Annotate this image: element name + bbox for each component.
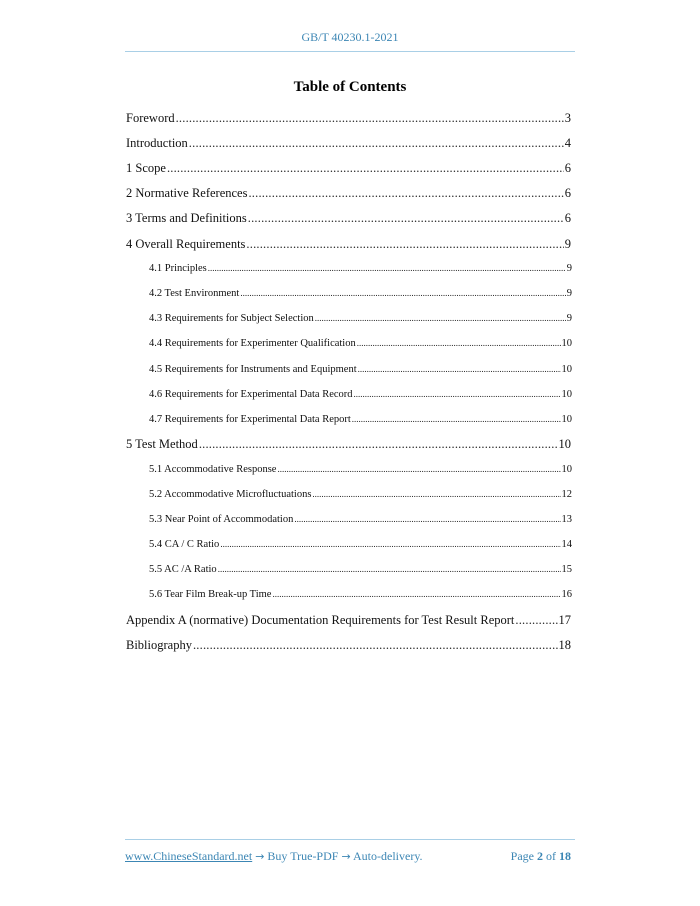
- toc-entry[interactable]: [149, 338, 572, 349]
- toc-dot-leader: [176, 111, 564, 126]
- toc-entry[interactable]: [149, 514, 572, 525]
- toc-title: Table of Contents: [293, 79, 407, 95]
- toc-entry-title: 4.5 Requirements for Instruments and Equipment: [149, 363, 357, 375]
- toc-entry-title: 5.3 Near Point of Accommodation: [149, 514, 294, 526]
- toc-entry[interactable]: [149, 364, 572, 375]
- toc-entry-page: 10: [561, 463, 572, 475]
- toc-entry-title: 5.6 Tear Film Break-up Time: [149, 589, 272, 601]
- toc-dot-leader: [248, 211, 564, 226]
- toc-entry-page: 13: [561, 514, 572, 526]
- toc-dot-leader: [272, 589, 560, 599]
- toc-dot-leader: [294, 514, 560, 524]
- toc-dot-leader: [358, 364, 561, 374]
- toc-entry-page: 6: [564, 211, 571, 226]
- toc-dot-leader: [246, 237, 563, 252]
- toc-entry-page: 4: [564, 136, 571, 151]
- toc-entry[interactable]: [149, 313, 572, 324]
- toc-dot-leader: [167, 161, 564, 176]
- toc-entry-page: 12: [561, 489, 572, 500]
- toc-entry[interactable]: [149, 539, 572, 550]
- toc-entry[interactable]: [126, 613, 571, 628]
- toc-entry-page: 10: [561, 413, 572, 425]
- toc-entry-page: 15: [561, 564, 572, 576]
- page-footer: [125, 849, 575, 865]
- toc-entry-page: 6: [564, 161, 571, 176]
- arrow-right-icon: →: [255, 850, 265, 863]
- toc-entry[interactable]: [149, 288, 572, 299]
- toc-dot-leader: [208, 263, 566, 273]
- toc-dot-leader: [189, 136, 564, 151]
- toc-entry[interactable]: [149, 414, 572, 425]
- toc-entry[interactable]: [126, 437, 571, 452]
- toc-entry-title: 5 Test Method: [126, 437, 198, 452]
- toc-entry-title: 2 Normative References: [126, 186, 248, 201]
- toc-entry-page: 6: [564, 186, 571, 201]
- toc-entry-title: 3 Terms and Definitions: [126, 211, 247, 226]
- toc-entry[interactable]: [149, 564, 572, 575]
- toc-entry-title: 4.2 Test Environment: [149, 288, 240, 300]
- toc-dot-leader: [240, 288, 565, 298]
- toc-entry-page: 3: [564, 111, 571, 125]
- toc-entry[interactable]: [126, 186, 571, 201]
- buy-true-pdf-text: Buy True-PDF: [267, 849, 339, 863]
- toc-entry[interactable]: [126, 237, 571, 252]
- toc-dot-leader: [220, 539, 560, 549]
- toc-entry[interactable]: [126, 161, 571, 176]
- toc-entry[interactable]: [126, 211, 571, 226]
- toc-entry-title: Bibliography: [126, 638, 192, 653]
- of-label: of: [546, 849, 556, 863]
- toc-entry-title: 5.5 AC /A Ratio: [149, 564, 217, 576]
- website-link[interactable]: www.ChineseStandard.net: [125, 849, 253, 863]
- toc-entry-page: 10: [561, 388, 572, 400]
- toc-dot-leader: [248, 186, 563, 201]
- toc-entry-title: 4.4 Requirements for Experimenter Qualification: [149, 338, 356, 350]
- toc-entry-page: 14: [561, 539, 572, 551]
- toc-entry-title: Appendix A (normative) Documentation Requirements for Test Result Report: [126, 613, 515, 627]
- toc-entry-page: 10: [561, 363, 572, 375]
- toc-entry-title: 4.7 Requirements for Experimental Data Report: [149, 413, 351, 425]
- toc-entry-title: 1 Scope: [126, 161, 166, 176]
- toc-dot-leader: [352, 414, 561, 424]
- toc-entry-page: 9: [564, 236, 571, 251]
- toc-entry-title: 5.1 Accommodative Response: [149, 463, 277, 475]
- toc-entry-page: 9: [566, 313, 572, 325]
- toc-entry-title: 4.6 Requirements for Experimental Data Record: [149, 388, 353, 400]
- current-page: 2: [537, 849, 543, 863]
- toc-entry[interactable]: [126, 111, 571, 126]
- toc-entry-title: 4 Overall Requirements: [126, 236, 246, 251]
- footer-divider: [125, 839, 575, 840]
- toc-dot-leader: [315, 313, 566, 323]
- toc-dot-leader: [199, 437, 558, 452]
- toc-entry[interactable]: [149, 489, 572, 500]
- toc-entry-title: Introduction: [126, 136, 188, 151]
- toc-entry-title: 4.1 Principles: [149, 263, 207, 275]
- toc-entry-page: 16: [561, 589, 572, 601]
- toc-entry-title: 5.4 CA / C Ratio: [149, 539, 220, 551]
- page-counter: [511, 849, 571, 864]
- auto-delivery-text: Auto-delivery.: [353, 849, 423, 863]
- toc-entry-page: 10: [558, 437, 571, 452]
- toc-entry-page: 9: [566, 288, 572, 300]
- footer-promo: [125, 849, 423, 864]
- toc-entry-page: 10: [561, 338, 572, 350]
- standard-code: GB/T 40230.1-2021: [301, 30, 399, 44]
- toc-entry[interactable]: [149, 589, 572, 600]
- toc-dot-leader: [277, 464, 560, 474]
- toc-entry-title: Foreword: [126, 111, 175, 125]
- toc-entry[interactable]: [149, 263, 572, 274]
- toc-entry-page: 9: [566, 263, 572, 275]
- toc-entry-title: 5.2 Accommodative Microfluctuations: [149, 489, 312, 500]
- toc-dot-leader: [515, 613, 557, 628]
- toc-dot-leader: [354, 389, 561, 399]
- toc-entry-page: 18: [558, 638, 571, 653]
- toc-entry-title: 4.3 Requirements for Subject Selection: [149, 313, 314, 325]
- toc-dot-leader: [357, 338, 561, 348]
- toc-dot-leader: [218, 564, 561, 574]
- toc-entry-page: 17: [558, 613, 571, 627]
- toc-dot-leader: [312, 489, 560, 499]
- toc-entry[interactable]: [126, 638, 571, 653]
- toc-entry[interactable]: [149, 389, 572, 400]
- toc-entry[interactable]: [126, 136, 571, 151]
- arrow-right-icon: →: [341, 850, 351, 863]
- page-label: Page: [510, 849, 534, 863]
- total-pages: 18: [559, 849, 571, 863]
- toc-entry[interactable]: [149, 464, 572, 475]
- toc-dot-leader: [193, 638, 558, 653]
